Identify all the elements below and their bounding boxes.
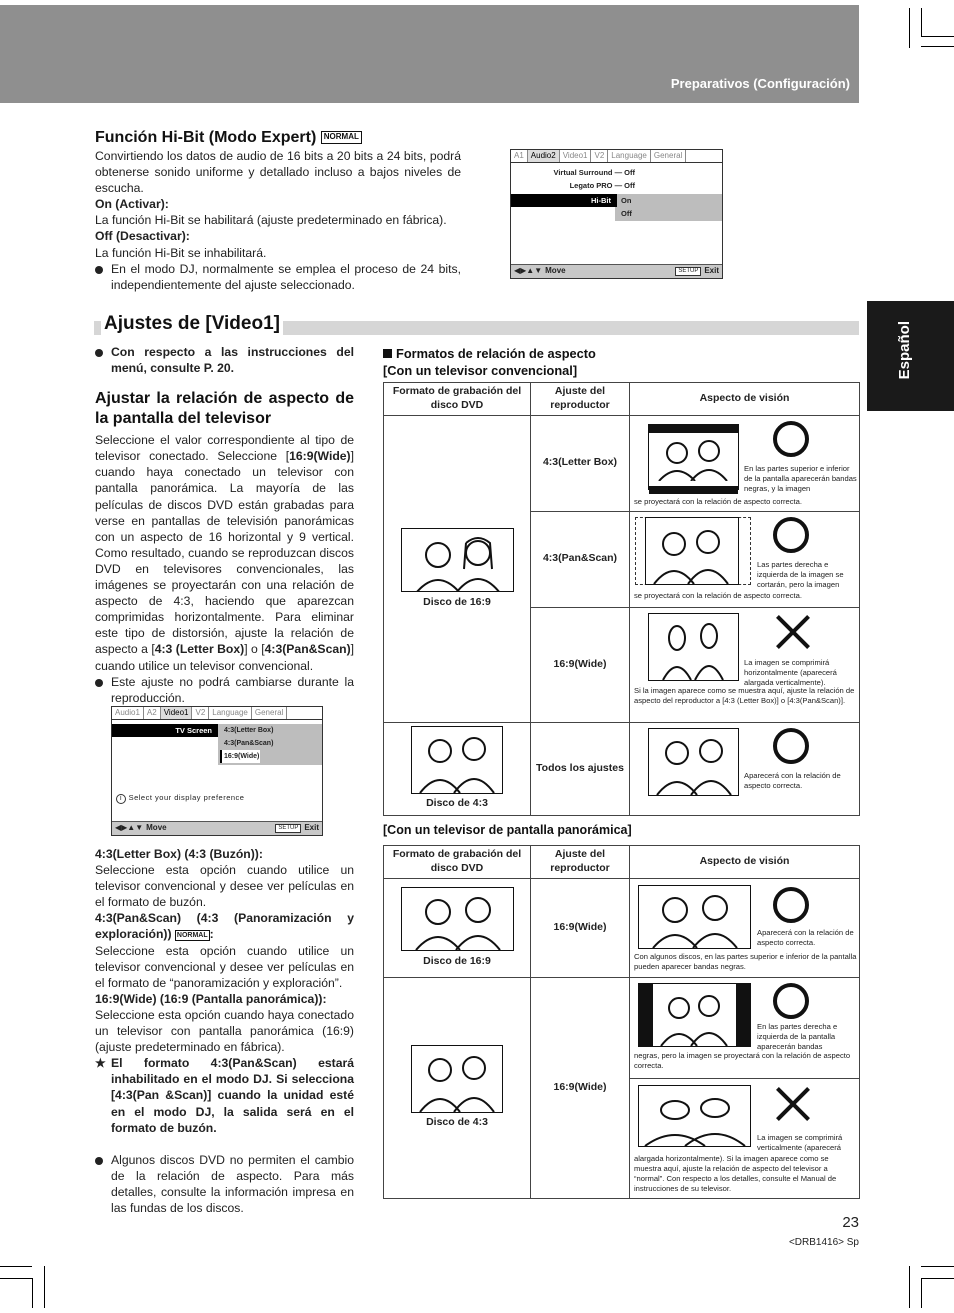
tab-a2[interactable]: A2 [144, 707, 161, 719]
crop-mark [909, 8, 910, 48]
tv-screen-row[interactable]: TV Screen [112, 724, 218, 737]
wide-note-side-3: La imagen se comprimirá verticalmente (aparecerá [757, 1132, 843, 1152]
hibit-off-text: La función Hi-Bit se inhabilitará. [95, 245, 267, 260]
col-format: Formato de grabación del disco DVD [384, 846, 531, 879]
language-tab-label: Español [896, 321, 913, 380]
wide-note-bottom-3: alargada horizontalmente). Si la imagen aparece como se muestra aquí, ajuste la relación de aspecto del televisor a “normal”. Con respecto a los detalles, consulte el Manual de instrucciones de su televisor. [634, 1153, 837, 1194]
couple-photo-icon [639, 1086, 750, 1146]
exit-label[interactable]: Exit [704, 266, 719, 276]
tab-audio2[interactable]: Audio2 [528, 150, 560, 162]
formats-title: Formatos de relación de aspecto [396, 346, 596, 361]
hibit-bullet: En el modo DJ, normalmente se emplea el proceso de 24 bits, independientemente del ajuste seleccionado. [95, 261, 461, 293]
tab-language[interactable]: Language [608, 150, 651, 162]
option-on[interactable]: On [615, 194, 722, 207]
square-bullet-icon [383, 349, 392, 358]
panscan-text: Seleccione esta opción cuando utilice un televisor convencional y desee ver películas en el formato de “panoramización y exploración”. [95, 943, 354, 990]
crop-mark [44, 1266, 45, 1308]
tv-screen-options [218, 724, 322, 765]
wide-note-side-2: En las partes derecha e izquierda de la pantalla aparecerán bandas [757, 1021, 838, 1052]
tab-audio1[interactable]: Audio1 [112, 707, 144, 719]
p1a: Seleccione el valor correspondiente al tipo de televisor conectado. Seleccione [ [95, 433, 354, 464]
wide-text: Seleccione esta opción cuando haya conectado un televisor con pantalla panorámica (16:9) (ajuste predeterminado en fábrica). [95, 1007, 354, 1055]
disc-4-3-cell [384, 722, 531, 815]
disc-16-9-label: Disco de 16:9 [423, 595, 491, 608]
wide-disc-4-3-label: Disco de 4:3 [426, 1116, 488, 1129]
menu-instructions-bullet: Con respecto a las instrucciones del menú, consulte P. 20. [95, 344, 354, 376]
couple-photo-icon [402, 888, 513, 950]
section-title: Preparativos (Configuración) [670, 76, 850, 91]
couple-photo-icon [639, 886, 750, 948]
crop-mark [921, 1278, 922, 1308]
normal-badge-icon: NORMAL [321, 131, 362, 144]
tab-v2[interactable]: V2 [591, 150, 608, 162]
conventional-tv-table [383, 382, 860, 816]
p1g: ] cuando utilice un televisor convencional. [95, 642, 355, 673]
formats-heading [383, 345, 596, 380]
col-setting: Ajuste del reproductor [531, 383, 630, 416]
wide-view-1 [630, 878, 860, 977]
crop-mark [921, 1278, 954, 1279]
col-view: Aspecto de visión [630, 846, 860, 879]
couple-photo-icon [649, 433, 738, 481]
p1b: 16:9(Wide) [289, 449, 351, 464]
dj-mode-note [95, 1055, 354, 1135]
audio-row-hibit[interactable]: Hi-Bit [511, 194, 615, 207]
crop-mark [921, 1266, 954, 1267]
wide-note-side: La imagen se comprimirá horizontalmente (aparecerá alargada verticalmente). [744, 657, 837, 688]
wide-setting-2: 16:9(Wide) [531, 977, 630, 1198]
ng-cross-icon [775, 1086, 811, 1122]
p1c: ] cuando haya conectado un televisor con pantalla panorámica. La mayoría de las películas de discos DVD están grabadas para verse en pantallas de televisión panorámicas con un aspecto de 16 horizontal y 9 vertical. Como resultado, cuando se reproduzcan discos DVD en televisores convencionales, las imágenes se proyectarán con una relación de aspecto de 4:3, haciendo que aparezcan comprimidas horizontalmente. Para eliminar este tipo de distorsión, ajuste la relación de aspecto a [ [95, 449, 354, 657]
panscan-note-side: Las partes derecha e izquierda de la imagen se cortarán, pero la imagen [757, 559, 844, 590]
video-menu-footer [112, 821, 322, 835]
tab-v2[interactable]: V2 [192, 707, 209, 719]
p1f: 4:3(Pan&Scan) [264, 642, 351, 657]
ok-circle-icon [773, 983, 809, 1019]
move-label: Move [146, 823, 167, 833]
disc-4-3-image [411, 726, 503, 794]
hint-row [116, 793, 244, 804]
view-panscan [630, 511, 860, 607]
disc-restriction-bullet: Algunos discos DVD no permiten el cambio de la relación de aspecto. Para más detalles, consulte la información impresa en las fundas de los discos. [95, 1152, 354, 1216]
couple-photo-icon [402, 529, 514, 592]
tab-general[interactable]: General [252, 707, 287, 719]
p1d: 4:3 (Letter Box) [154, 642, 245, 657]
letterbox-note-side: En las partes superior e inferior de la pantalla aparecerán bandas negras, y la imagen [744, 463, 857, 494]
wide-disc-16-9-cell [384, 878, 531, 977]
option-off[interactable]: Off [621, 209, 632, 218]
wide-disc-16-9-label: Disco de 16:9 [423, 954, 491, 967]
ok-circle-icon [773, 887, 809, 923]
panscan-label: 4:3(Pan&Scan) (4:3 (Panoramización y exploración)) [95, 911, 354, 942]
couple-photo-icon [653, 984, 736, 1046]
setting-all: Todos los ajustes [531, 722, 630, 815]
letterbox-preview [648, 424, 739, 490]
info-icon: i [116, 794, 126, 804]
panscan-label-row: 4:3(Pan&Scan) (4:3 (Panoramización y exploración)) NORMAL : [95, 911, 354, 942]
hibit-body [95, 148, 461, 293]
option-wide[interactable]: 16:9(Wide) [220, 750, 260, 763]
crop-mark [921, 36, 954, 37]
setting-letterbox: 4:3(Letter Box) [531, 415, 630, 511]
crop-mark [0, 1278, 32, 1279]
arrow-keys-icon: ◀▶▲▼ [115, 823, 144, 833]
tab-general[interactable]: General [651, 150, 686, 162]
couple-photo-icon [649, 614, 738, 680]
audio-menu-screen [510, 149, 723, 279]
setup-button[interactable]: SETUP [675, 267, 701, 277]
crop-mark [32, 1278, 33, 1308]
exit-label[interactable]: Exit [304, 823, 319, 833]
audio-row-virtual[interactable]: Virtual Surround — Off [553, 168, 635, 177]
no-change-bullet: Este ajuste no podrá cambiarse durante la reproducción. [95, 674, 354, 706]
option-letterbox[interactable]: 4:3(Letter Box) [224, 727, 274, 734]
hibit-heading [95, 127, 362, 148]
crop-mark [0, 1266, 32, 1267]
view-letterbox [630, 415, 860, 511]
hibit-on-label: On (Activar): [95, 197, 169, 212]
letterbox-note-bottom: se proyectará con la relación de aspecto correcta. [634, 496, 802, 506]
wide-label: 16:9(Wide) (16:9 (Pantalla panorámica)): [95, 991, 327, 1006]
view-wide [630, 607, 860, 722]
hibit-intro: Convirtiendo los datos de audio de 16 bits a 20 bits a 24 bits, podrá obtenerse sonido uniforme y detallado incluso a bajos niveles de escucha. [95, 149, 461, 196]
ng-cross-icon [775, 614, 811, 650]
wide-setting-1: 16:9(Wide) [531, 878, 630, 977]
wide-preview-2 [638, 983, 751, 1047]
wide-preview-3 [638, 1085, 751, 1147]
letterbox-label: 4:3(Letter Box) (4:3 (Buzón)): [95, 847, 263, 861]
letterbox-text: Seleccione esta opción cuando utilice un televisor convencional y desee ver películas en el formato de buzón. [95, 863, 354, 910]
panscan-preview [645, 517, 739, 585]
ok-circle-icon [773, 728, 809, 764]
all-note-side: Aparecerá con la relación de aspecto correcta. [744, 770, 841, 790]
setting-wide: 16:9(Wide) [531, 607, 630, 722]
hibit-off-label: Off (Desactivar): [95, 229, 190, 244]
language-tab [867, 301, 954, 411]
setting-panscan: 4:3(Pan&Scan) [531, 511, 630, 607]
wide-preview [648, 613, 739, 681]
couple-photo-icon [412, 727, 502, 793]
move-label: Move [545, 266, 566, 276]
couple-photo-icon [412, 1046, 502, 1112]
dj-mode-text: El formato 4:3(Pan&Scan) estará inhabilitado en el modo DJ. Si selecciona [4:3(Pan &Scan)] cuando la unidad esté en el modo DJ, la salida será en el formato de buzón. [111, 1056, 354, 1135]
audio-menu-tabs [511, 150, 722, 163]
disc-4-3-label: Disco de 4:3 [426, 797, 488, 810]
col-setting: Ajuste del reproductor [531, 846, 630, 879]
wide-view-2 [630, 977, 860, 1078]
aspect-subtitle: Ajustar la relación de aspecto de la pantalla del televisor [95, 390, 354, 428]
tab-language[interactable]: Language [209, 707, 252, 719]
wide-note-side-1: Aparecerá con la relación de aspecto correcta. [757, 927, 854, 947]
col-view: Aspecto de visión [630, 383, 860, 416]
tab-video1[interactable]: Video1 [560, 150, 592, 162]
wide-disc-4-3-image [411, 1045, 503, 1113]
couple-photo-icon [649, 729, 738, 795]
ok-circle-icon [773, 421, 809, 457]
arrow-keys-icon: ◀▶▲▼ [514, 266, 543, 276]
wide-disc-4-3-cell [384, 977, 531, 1198]
couple-photo-icon [646, 518, 738, 584]
option-panscan[interactable]: 4:3(Pan&Scan) [224, 740, 274, 747]
star-icon: ★ [95, 1056, 106, 1071]
wide-preview-1 [638, 885, 751, 949]
wide-note-bottom: Si la imagen aparece como se muestra aquí, ajuste la relación de aspecto del reproductor a [4:3 (Letter Box)] o [4:3(Pan&Scan)]. [634, 685, 855, 705]
wide-disc-16-9-image [401, 887, 514, 951]
video-menu-tabs [112, 707, 322, 720]
setup-button[interactable]: SETUP [275, 824, 301, 834]
aspect-paragraph [95, 432, 354, 673]
all-preview [648, 728, 739, 796]
crop-mark [921, 8, 922, 36]
video-menu-screen [111, 706, 323, 836]
normal-badge-icon: NORMAL [175, 930, 210, 941]
option-descriptions [95, 846, 354, 1216]
audio-row-legato[interactable]: Legato PRO — Off [569, 181, 635, 190]
doc-code: <DRB1416> Sp [788, 1237, 859, 1248]
hibit-title: Función Hi-Bit (Modo Expert) [95, 129, 317, 146]
wide-note-bottom-1: Con algunos discos, en las partes superior e inferior de la pantalla pueden aparecer bandas negras. [634, 951, 857, 971]
conv-title: [Con un televisor convencional] [383, 363, 578, 379]
page-number: 23 [842, 1214, 859, 1231]
crop-mark [909, 1266, 910, 1308]
video1-title: Ajustes de [Video1] [101, 311, 283, 336]
p1e: ] o [ [244, 642, 265, 657]
crop-mark [921, 46, 954, 47]
disc-16-9-image [401, 528, 514, 592]
hibit-options-panel [615, 194, 722, 221]
view-all [630, 722, 860, 815]
tab-a1[interactable]: A1 [511, 150, 528, 162]
wide-view-3 [630, 1078, 860, 1198]
wide-note-bottom-2: negras, pero la imagen se proyectará con la relación de aspecto correcta. [634, 1050, 851, 1070]
wide-title: [Con un televisor de pantalla panorámica] [383, 823, 632, 837]
col-format: Formato de grabación del disco DVD [384, 383, 531, 416]
hint-text: Select your display preference [128, 793, 245, 802]
hibit-on-text: La función Hi-Bit se habilitará (ajuste predeterminado en fábrica). [95, 213, 447, 228]
ok-circle-icon [773, 517, 809, 553]
video1-left-column [95, 344, 354, 706]
tab-video1[interactable]: Video1 [161, 707, 193, 719]
widescreen-tv-table [383, 845, 860, 1199]
panscan-note-bottom: se proyectará con la relación de aspecto correcta. [634, 590, 802, 600]
disc-16-9-cell [384, 415, 531, 722]
audio-menu-footer [511, 264, 722, 278]
